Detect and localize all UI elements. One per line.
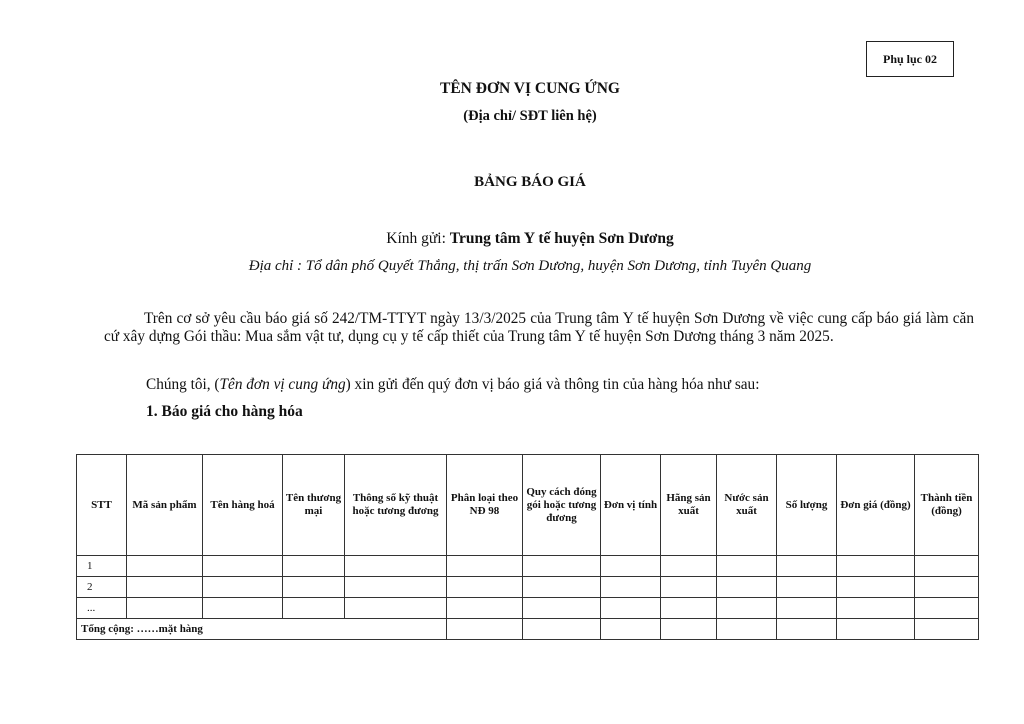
header-classification: Phân loại theo NĐ 98: [447, 455, 523, 556]
quote-table: [76, 454, 979, 640]
header-amount: Thành tiền (đồng): [915, 455, 979, 556]
recipient-prefix: Kính gửi:: [386, 230, 450, 247]
section-title: 1. Báo giá cho hàng hóa: [146, 403, 303, 420]
table-total-row: [77, 619, 979, 640]
intro-line: [146, 376, 759, 394]
table-header-row: [77, 455, 979, 556]
intro-after: ) xin gửi đến quý đơn vị báo giá và thông tin của hàng hóa như sau:: [345, 376, 760, 393]
row-index: ...: [77, 598, 127, 619]
header-trade-name: Tên thương mại: [283, 455, 345, 556]
appendix-label: Phụ lục 02: [866, 41, 954, 77]
row-index: 1: [77, 556, 127, 577]
total-label: Tổng cộng: ……mặt hàng: [77, 619, 447, 640]
intro-italic: Tên đơn vị cung ứng: [219, 376, 346, 393]
header-stt: STT: [77, 455, 127, 556]
intro-before: Chúng tôi, (: [146, 376, 220, 393]
row-index: 2: [77, 577, 127, 598]
header-unit: Đơn vị tính: [601, 455, 661, 556]
header-packaging: Quy cách đóng gói hoặc tương đương: [523, 455, 601, 556]
header-unit-price: Đơn giá (đồng): [837, 455, 915, 556]
header-goods-name: Tên hàng hoá: [203, 455, 283, 556]
body-paragraph: Trên cơ sở yêu cầu báo giá số 242/TM-TTYT ngày 13/3/2025 của Trung tâm Y tế huyện Sơn Dương về việc cung cấp báo giá làm căn cứ xây dựng Gói thầu: Mua sắm vật tư, dụng cụ y tế cấp thiết của Trung tâm Y tế huyện Sơn Dương tháng 3 năm 2025.: [104, 310, 974, 345]
header-manufacturer: Hãng sản xuất: [661, 455, 717, 556]
table-row: [77, 577, 979, 598]
table-row: [77, 598, 979, 619]
header-specs: Thông số kỹ thuật hoặc tương đương: [345, 455, 447, 556]
header-country: Nước sản xuất: [717, 455, 777, 556]
supplier-contact: (Địa chỉ/ SĐT liên hệ): [463, 108, 597, 124]
header-quantity: Số lượng: [777, 455, 837, 556]
recipient-line: [0, 230, 1024, 248]
header-product-code: Mã sản phẩm: [127, 455, 203, 556]
recipient-name: Trung tâm Y tế huyện Sơn Dương: [449, 230, 674, 247]
supplier-name: TÊN ĐƠN VỊ CUNG ỨNG: [440, 80, 620, 97]
recipient-address: Địa chỉ : Tổ dân phố Quyết Thắng, thị trấn Sơn Dương, huyện Sơn Dương, tỉnh Tuyên Quang: [248, 258, 812, 274]
table-row: [77, 556, 979, 577]
document-title: BẢNG BÁO GIÁ: [474, 174, 586, 190]
